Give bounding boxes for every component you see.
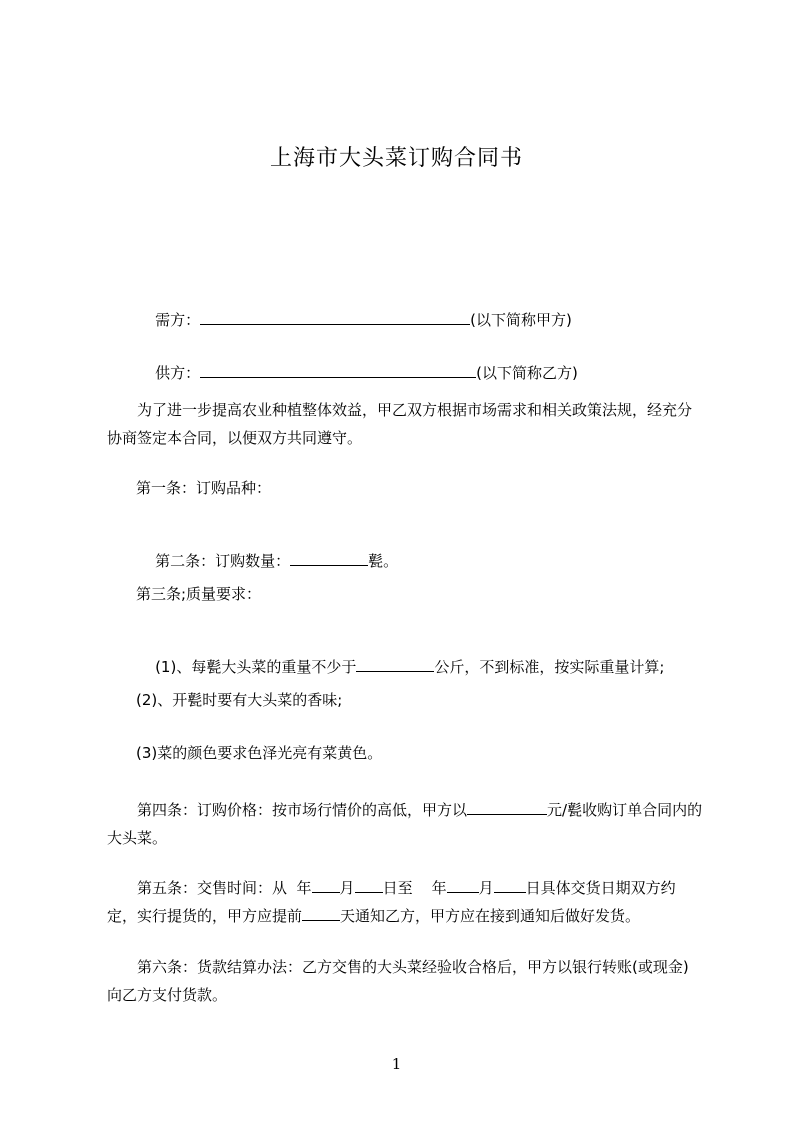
clause-2-suffix: 甏。: [368, 552, 399, 570]
clause-5-part-2: 月: [339, 879, 355, 897]
supplier-label: 供方：: [155, 364, 201, 382]
document-title: 上海市大头菜订购合同书: [269, 146, 523, 171]
supplier-blank: [200, 363, 476, 378]
clause-5: [107, 874, 703, 930]
clause-5-part-1: 第五条：交售时间：从 年: [137, 879, 312, 897]
clause-4-prefix: 第四条：订购价格：按市场行情价的高低，甲方以: [137, 801, 468, 819]
requirement-1-suffix: 公斤，不到标准，按实际重量计算;: [434, 658, 665, 676]
page-number: 1: [391, 1055, 402, 1073]
start-month-blank: [312, 878, 340, 893]
requirement-1-prefix: (1)、每甏大头菜的重量不少于: [155, 658, 357, 676]
clause-5-part-3: 日至 年: [382, 879, 447, 897]
buyer-note: (以下简称甲方): [470, 311, 572, 329]
weight-blank: [356, 657, 434, 672]
end-month-blank: [447, 878, 479, 893]
clause-5-part-6: 天通知乙方，甲方应在接到通知后做好发货。: [340, 907, 641, 925]
clause-3: 第三条;质量要求：: [136, 585, 262, 603]
intro-paragraph: 为了进一步提高农业种植整体效益，甲乙双方根据市场需求和相关政策法规，经充分协商签定本合同，以便双方共同遵守。: [107, 401, 693, 447]
price-blank: [467, 800, 547, 815]
clause-4-suffix: 元/甏收购订单合同内的大头菜。: [107, 801, 703, 847]
requirement-1: [136, 637, 664, 697]
clause-5-part-5: 日具体交货日期双方约定，实行提货的，甲方应提前: [107, 879, 676, 925]
requirement-3: (3)菜的颜色要求色泽光亮有菜黄色。: [136, 744, 383, 762]
clause-2: [136, 531, 398, 591]
clause-1: 第一条：订购品种：: [136, 479, 272, 497]
buyer-label: 需方：: [155, 311, 201, 329]
quantity-blank: [290, 551, 368, 566]
start-day-blank: [355, 878, 383, 893]
requirement-2: (2)、开甏时要有大头菜的香味;: [136, 691, 343, 709]
clause-5-part-4: 月: [478, 879, 494, 897]
buyer-line: [136, 290, 572, 350]
notice-days-blank: [302, 906, 340, 921]
clause-2-prefix: 第二条：订购数量：: [155, 552, 291, 570]
clause-4: [107, 796, 703, 852]
clause-6: 第六条：货款结算办法：乙方交售的大头菜经验收合格后，甲方以银行转账(或现金)向乙方支付货款。: [107, 958, 689, 1004]
supplier-note: (以下简称乙方): [476, 364, 578, 382]
end-day-blank: [494, 878, 526, 893]
buyer-blank: [200, 310, 470, 325]
supplier-line: [136, 343, 578, 403]
